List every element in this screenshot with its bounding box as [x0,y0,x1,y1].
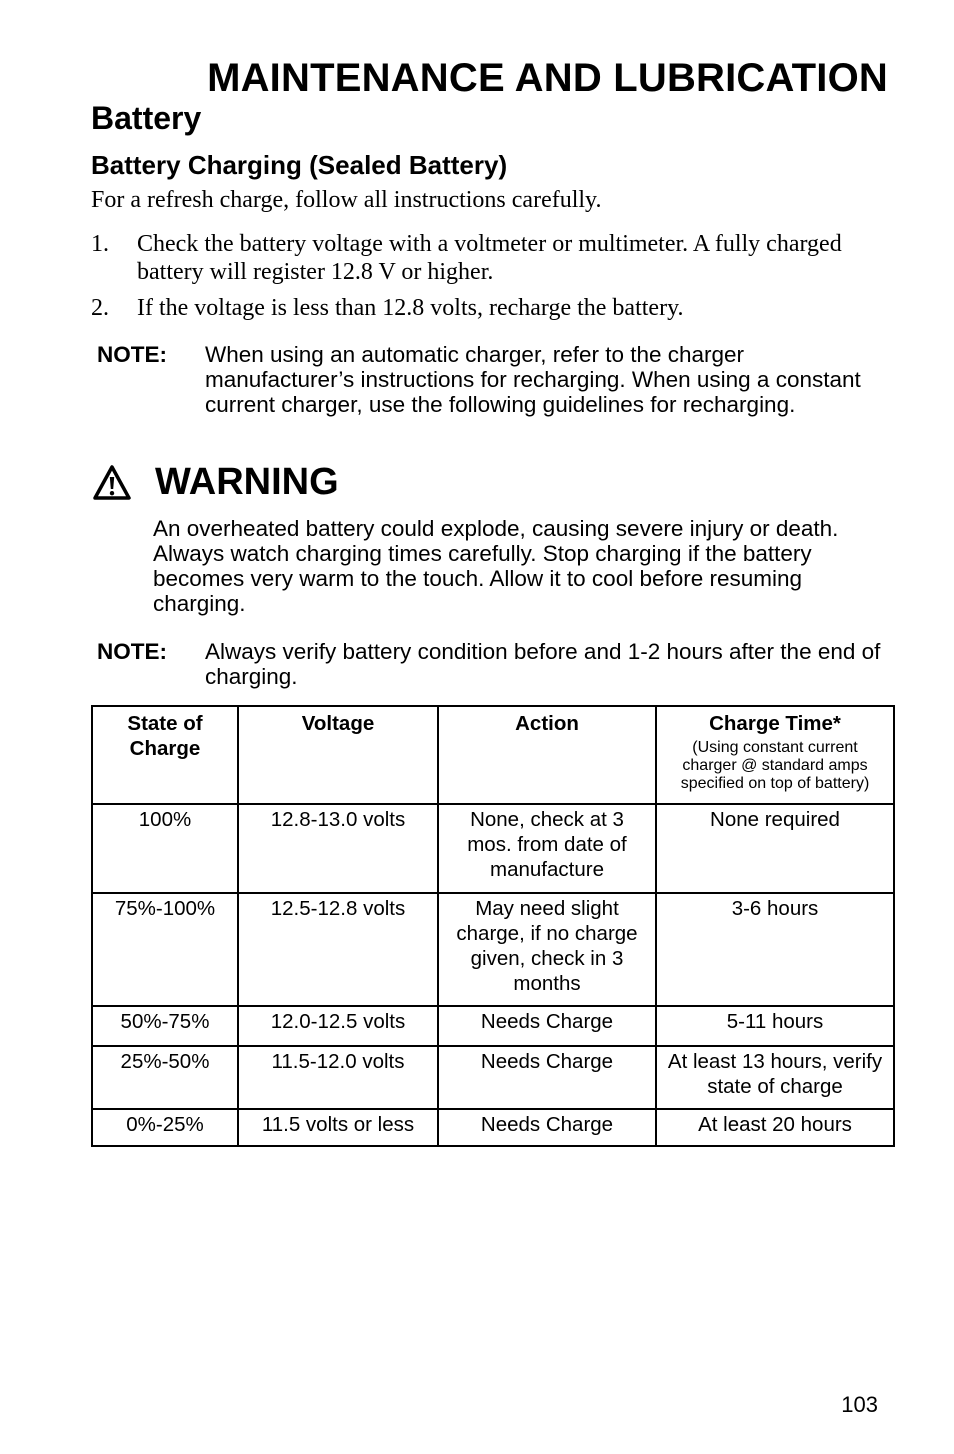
cell-charge-time: 3-6 hours [656,893,894,1006]
list-item [91,230,881,286]
cell-voltage: 11.5-12.0 volts [238,1046,438,1109]
warning-triangle-icon [93,465,131,501]
step-text: Check the battery voltage with a voltmeter or multimeter. A fully charged battery will register 12.8 V or higher. [137,231,842,285]
header-charge-time [656,706,894,804]
cell-action: Needs Charge [438,1006,656,1046]
header-charge-time-note: (Using constant current charger @ standard amps specified on top of battery) [680,739,870,792]
cell-state: 50%-75% [92,1006,238,1046]
cell-charge-time: At least 13 hours, verify state of charge [656,1046,894,1109]
table-row [92,893,894,1006]
page-number: 103 [841,1392,878,1417]
header-charge-time-label: Charge Time* [709,712,841,735]
subsection-title: Battery Charging (Sealed Battery) [91,150,508,180]
warning-text: An overheated battery could explode, causing severe injury or death. Always watch charging times carefully. Stop charging if the battery becomes very warm to the touch. Allow it to cool before resuming charging. [153,516,839,616]
table-row [92,1046,894,1109]
header-action: Action [438,706,656,804]
note-label: NOTE: [97,342,167,367]
cell-charge-time: 5-11 hours [656,1006,894,1046]
note-text: When using an automatic charger, refer to the charger manufacturer’s instructions for recharging. When using a constant current charger, use the following guidelines for recharging. [205,342,861,417]
cell-action: Needs Charge [438,1046,656,1109]
cell-charge-time: None required [656,804,894,893]
warning-title: WARNING [155,461,339,503]
table-row [92,1109,894,1146]
step-number: 2. [91,295,109,321]
table-row [92,804,894,893]
note-text: Always verify battery condition before and 1-2 hours after the end of charging. [205,639,881,689]
table-row [92,1006,894,1046]
cell-action: None, check at 3 mos. from date of manufacture [438,804,656,893]
cell-voltage: 11.5 volts or less [238,1109,438,1146]
table-header-row [92,706,894,804]
cell-state: 0%-25% [92,1109,238,1146]
cell-voltage: 12.5-12.8 volts [238,893,438,1006]
note-label: NOTE: [97,639,167,664]
cell-voltage: 12.8-13.0 volts [238,804,438,893]
chapter-title: MAINTENANCE AND LUBRICATION [207,56,888,100]
header-voltage: Voltage [238,706,438,804]
section-title: Battery [91,100,202,136]
list-item [91,294,881,322]
cell-action: Needs Charge [438,1109,656,1146]
cell-charge-time: At least 20 hours [656,1109,894,1146]
cell-state: 100% [92,804,238,893]
step-number: 1. [91,231,109,257]
warning-header [93,461,339,504]
cell-voltage: 12.0-12.5 volts [238,1006,438,1046]
note-charger [97,342,897,417]
note-verify [97,639,897,689]
cell-state: 75%-100% [92,893,238,1006]
step-text: If the voltage is less than 12.8 volts, recharge the battery. [137,295,684,321]
step-list [91,230,881,330]
cell-state: 25%-50% [92,1046,238,1109]
header-state-of-charge: State of Charge [92,706,238,804]
intro-text: For a refresh charge, follow all instructions carefully. [91,187,602,213]
cell-action: May need slight charge, if no charge given, check in 3 months [438,893,656,1006]
charge-table [91,705,895,1147]
